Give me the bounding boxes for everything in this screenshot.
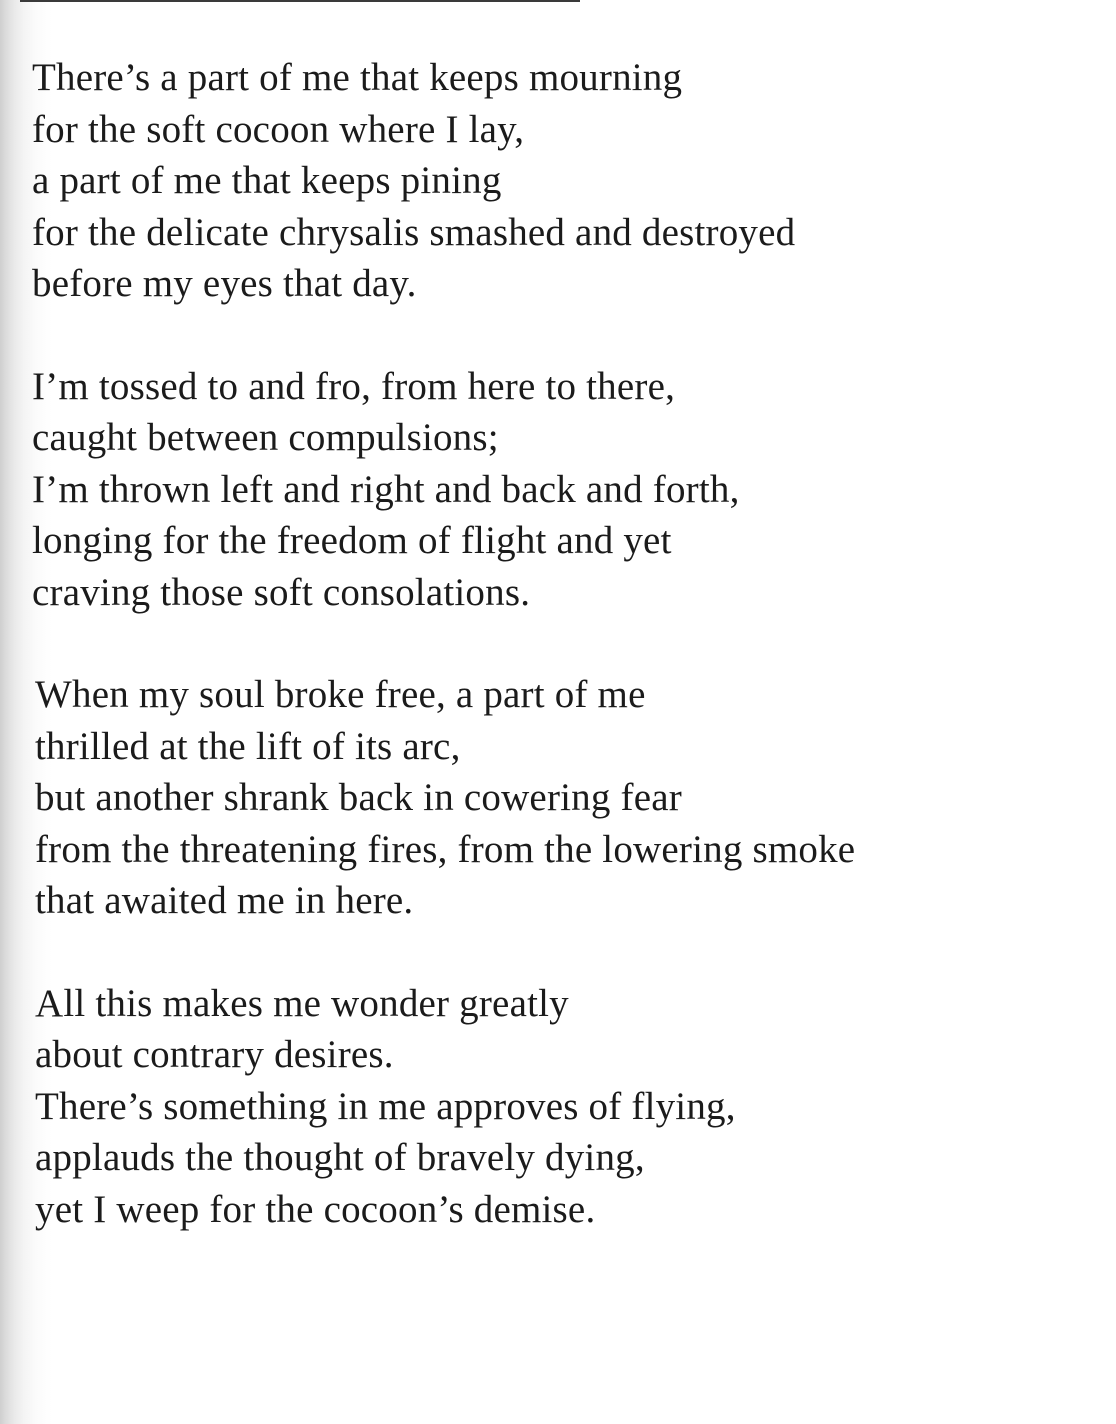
poem-line: before my eyes that day. xyxy=(32,262,417,305)
poem-line: applauds the thought of bravely dying, xyxy=(35,1136,645,1179)
poem-line: for the soft cocoon where I lay, xyxy=(32,107,525,151)
top-rule xyxy=(20,0,580,2)
poem-line: I’m thrown left and right and back and forth, xyxy=(32,467,740,511)
poem-line: There’s something in me approves of flying, xyxy=(35,1084,736,1128)
poem-line: that awaited me in here. xyxy=(35,879,414,922)
poem xyxy=(32,52,1092,1286)
poem-line: caught between compulsions; xyxy=(32,416,499,459)
poem-line: about contrary desires. xyxy=(35,1033,394,1076)
poem-line: for the delicate chrysalis smashed and destroyed xyxy=(32,210,796,254)
poem-line: When my soul broke free, a part of me xyxy=(35,673,646,716)
poem-line: I’m tossed to and fro, from here to there, xyxy=(32,364,676,408)
poem-line: craving those soft consolations. xyxy=(32,570,531,614)
poem-line: yet I weep for the cocoon’s demise. xyxy=(35,1187,596,1231)
poem-line: longing for the freedom of flight and yet xyxy=(32,519,672,562)
stanza-3 xyxy=(32,669,1092,927)
stanza-2 xyxy=(32,361,1092,619)
poem-line: All this makes me wonder greatly xyxy=(35,981,569,1025)
poem-line: There’s a part of me that keeps mourning xyxy=(32,56,683,99)
poem-line: but another shrank back in cowering fear xyxy=(35,776,682,819)
poem-line: a part of me that keeps pining xyxy=(32,159,502,202)
poem-line: from the threatening fires, from the lowering smoke xyxy=(35,827,856,871)
stanza-1 xyxy=(32,52,1092,310)
poem-line: thrilled at the lift of its arc, xyxy=(35,724,461,768)
stanza-4 xyxy=(32,978,1092,1236)
